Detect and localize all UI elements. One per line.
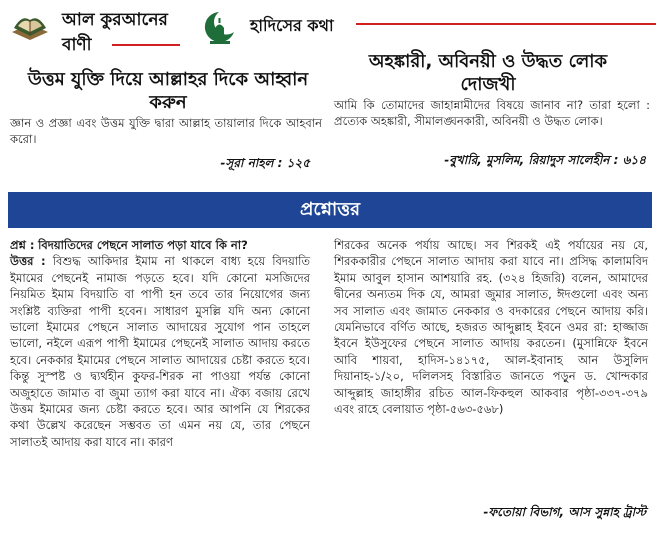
qa-source: -ফতোয়া বিভাগ, আস সুন্নাহ ট্রাস্ট xyxy=(483,505,646,519)
quran-section-title-2: বাণী xyxy=(62,35,92,55)
qa-banner-title: প্রশ্নোত্তর xyxy=(300,199,360,220)
answer-label: উত্তর : xyxy=(10,254,46,269)
quran-heading: উত্তম যুক্তি দিয়ে আল্লাহর দিকে আহ্বান করুন xyxy=(27,69,309,113)
question-label: প্রশ্ন : xyxy=(10,238,35,252)
quran-source: -সূরা নাহল : ১২৫ xyxy=(220,156,310,170)
quran-section-title: আল কুরআনের xyxy=(62,10,168,30)
qa-column-right xyxy=(334,237,648,417)
hadith-text: আমি কি তোমাদের জাহান্নামীদের বিষয়ে জানাব না? তারা হলো : প্রত্যেক অহঙ্কারী, সীমালঙ্ঘনকারী, অবিনয়ী ও উদ্ধত লোক। xyxy=(334,98,650,128)
hadith-source: -বুখারি, মুসলিম, রিয়াদুস সালেহীন : ৬১৪ xyxy=(444,153,646,167)
mosque-crescent-icon xyxy=(202,8,236,46)
qa-column-left xyxy=(10,237,310,450)
divider xyxy=(112,44,180,46)
hadith-heading: অহঙ্কারী, অবিনয়ী ও উদ্ধত লোক দোজখী xyxy=(368,51,608,95)
hadith-section-title: হাদিসের কথা xyxy=(250,16,334,35)
quran-text: জ্ঞান ও প্রজ্ঞা এবং উত্তম যুক্তি দ্বারা আল্লাহ তায়ালার দিকে আহবান করো। xyxy=(10,116,322,146)
quran-book-icon xyxy=(8,6,52,42)
question-text: বিদয়াতিদের পেছনে সালাত পড়া যাবে কি না? xyxy=(38,238,248,252)
divider xyxy=(356,23,656,25)
answer-text-part-2: শিরকের অনেক পর্যায় আছে। সব শিরকই এই পর্যায়ের নয় যে, শিরককারীর পেছনে সালাত আদায় করা যাবে না। প্রসিদ্ধ কালামবিদ ইমাম আবুল হাসান আশয়ারি রহ. (৩২৪ হিজরি) বলেন, আমাদের দ্বীনের অন্যতম দিক যে, আমরা জুমার সালাত, ঈদগুলো এবং অন্য সব সালাত এবং জামাত নেককার ও বদকারের পেছনে আদায় করি। যেমনিভাবে বর্ণিত আছে, হজরত আব্দুল্লাহ ইবনে ওমর রা: হাজ্জাজ ইবনে ইউসুফের পেছনে সালাত আদায় করতেন। (মুসান্নিফে ইবনে আবি শায়বা, হাদিস-১৪১৭৫, আল-ইবানাহ আন উসুলিদ দিয়ানাহ-১/২০, দলিলসহ বিস্তারিত জানতে পড়ুন ড. খোন্দকার আব্দুল্লাহ জাহাঙ্গীর রচিত আল-ফিকহুল আকবার পৃষ্ঠা-৩৩৭-৩৭৯ এবং রাহে বেলায়াত পৃষ্ঠা-৫৬৩-৫৬৮) xyxy=(334,238,648,417)
qa-banner xyxy=(8,192,652,228)
answer-text-part-1: বিশুদ্ধ আকিদার ইমাম না থাকলে বাধ্য হয়ে বিদয়াতি ইমামের পেছনেই নামাজ পড়তে হবে। যদি কোনো মসজিদের নিয়মিত ইমাম বিদয়াতি বা পাপী হন তবে তার নিয়োগের জন্য সংশ্লিষ্ট ব্যক্তিরা পাপী হবেন। সাধারণ মুসল্লি যদি অন্য কোনো ভালো ইমামের পেছনে সালাত আদায়ের সুযোগ পান তাহলে ভালো, নইলে এরূপ পাপী ইমামের পেছনেই সালাত আদায় করতে হবে। নেককার ইমামের পেছনে সালাত আদায়ের চেষ্টা করতে হবে। কিন্তু সুস্পষ্ট ও দ্ব্যর্থহীন কুফর-শিরক না পাওয়া পর্যন্ত কোনো অজুহাতে জামাত বা জুমা ত্যাগ করা যাবে না। ঐক্য বজায় রেখে উত্তম ইমামের জন্য চেষ্টা করতে হবে। আর আপনি যে শিরকের কথা উল্লেখ করেছেন সম্ভবত তা এমন নয় যে, তার পেছনে সালাতই আদায় করা যাবে না। কারণ xyxy=(10,254,310,449)
